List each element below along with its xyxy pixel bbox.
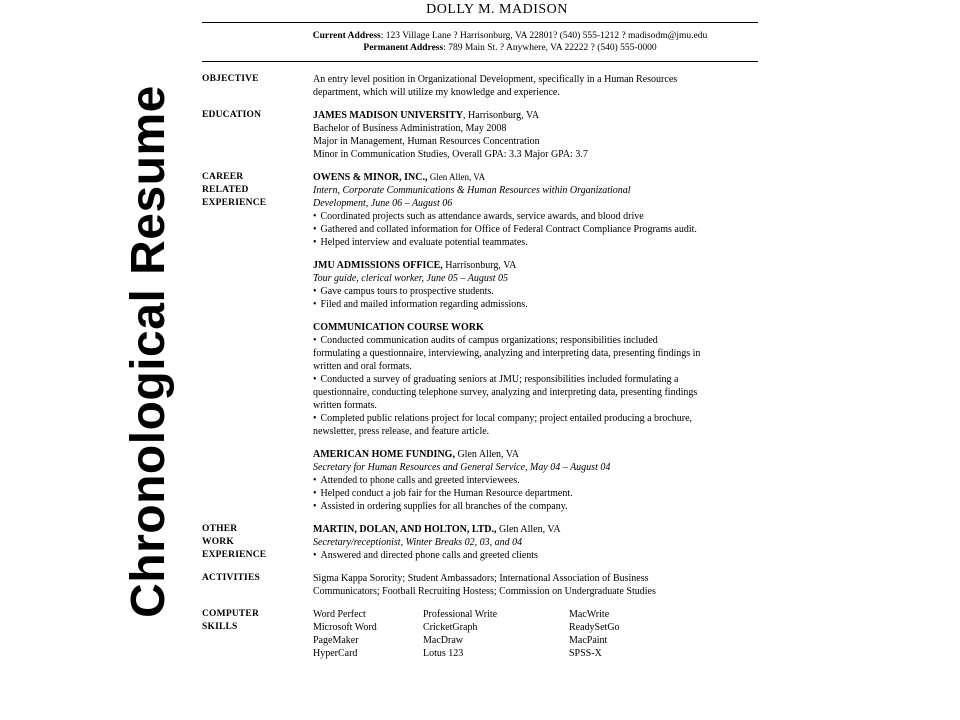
job-bullet-continued: newsletter, press release, and feature article. bbox=[313, 426, 490, 437]
address-rule bbox=[202, 61, 758, 62]
job-bullet: • Completed public relations project for local company; project entailed producing a brochure, bbox=[313, 412, 758, 425]
education-line: Major in Management, Human Resources Concentration bbox=[313, 136, 540, 147]
job-bullet: • Helped interview and evaluate potential teammates. bbox=[313, 236, 758, 249]
job-bullet: • Filed and mailed information regarding admissions. bbox=[313, 298, 758, 311]
other-section bbox=[202, 523, 758, 562]
job-entry bbox=[313, 448, 758, 513]
permanent-address: Permanent Address: 789 Main St. ? Anywhere, VA 22222 ? (540) 555-0000 bbox=[363, 43, 657, 53]
objective-line: An entry level position in Organizational Development, specifically in a Human Resources bbox=[313, 74, 678, 85]
resume-name: DOLLY M. MADISON bbox=[426, 2, 568, 17]
slide-title-text: Chronological Resume bbox=[121, 84, 175, 618]
skill-item: MacWrite bbox=[569, 609, 610, 620]
skill-item: CricketGraph bbox=[423, 622, 478, 633]
skill-item: Microsoft Word bbox=[313, 622, 377, 633]
skill-item: Lotus 123 bbox=[423, 648, 464, 659]
skill-item: ReadySetGo bbox=[569, 622, 620, 633]
job-bullet-continued: questionnaire, conducting telephone survey, analyzing and interpreting data, presenting findings bbox=[313, 387, 698, 398]
skills-grid bbox=[313, 608, 758, 660]
job-bullet: • Gathered and collated information for Office of Federal Contract Compliance Programs audit. bbox=[313, 223, 758, 236]
job-bullet: • Gave campus tours to prospective students. bbox=[313, 285, 758, 298]
career-label: CAREER RELATED EXPERIENCE bbox=[202, 172, 267, 208]
skills-section bbox=[202, 608, 758, 660]
objective-line: department, which will utilize my knowledge and experience. bbox=[313, 87, 560, 98]
job-title: Tour guide, clerical worker, June 05 – August 05 bbox=[313, 273, 508, 284]
education-line: Bachelor of Business Administration, May 2008 bbox=[313, 123, 507, 134]
address-block bbox=[202, 23, 758, 61]
education-line: Minor in Communication Studies, Overall GPA: 3.3 Major GPA: 3.7 bbox=[313, 149, 588, 160]
objective-section bbox=[202, 73, 758, 99]
job-entry bbox=[313, 171, 758, 249]
other-label: OTHER WORK EXPERIENCE bbox=[202, 524, 267, 560]
job-employer: JMU ADMISSIONS OFFICE, Harrisonburg, VA bbox=[313, 260, 517, 271]
skill-item: HyperCard bbox=[313, 648, 358, 659]
education-label: EDUCATION bbox=[202, 110, 262, 120]
activities-line: Communicators; Football Recruiting Hostess; Commission on Undergraduate Studies bbox=[313, 586, 656, 597]
job-bullet-continued: formulating a questionnaire, interviewing, analyzing and interpreting data, presenting findings in bbox=[313, 348, 701, 359]
activities-section bbox=[202, 572, 758, 598]
job-bullet: • Conducted communication audits of campus organizations; responsibilities included bbox=[313, 334, 758, 347]
job-entry bbox=[313, 259, 758, 311]
job-title: Intern, Corporate Communications & Human Resources within Organizational bbox=[313, 185, 631, 196]
job-bullet-continued: written formats. bbox=[313, 400, 377, 411]
job-title: Secretary/receptionist, Winter Breaks 02, 03, and 04 bbox=[313, 537, 523, 548]
job-bullet: • Attended to phone calls and greeted interviewees. bbox=[313, 474, 758, 487]
skill-item: Word Perfect bbox=[313, 609, 366, 620]
job-entry bbox=[313, 321, 758, 438]
skill-item: PageMaker bbox=[313, 635, 359, 646]
skill-item: Professional Write bbox=[423, 609, 498, 620]
job-bullet: • Answered and directed phone calls and greeted clients bbox=[313, 549, 758, 562]
job-bullet: • Helped conduct a job fair for the Human Resource department. bbox=[313, 487, 758, 500]
current-address: Current Address: 123 Village Lane ? Harrisonburg, VA 22801? (540) 555-1212 ? madisodm@jmu.edu bbox=[312, 31, 708, 41]
job-bullet: • Assisted in ordering supplies for all branches of the company. bbox=[313, 500, 758, 513]
job-bullet-continued: written and oral formats. bbox=[313, 361, 412, 372]
job-employer: MARTIN, DOLAN, AND HOLTON, LTD., Glen Allen, VA bbox=[313, 524, 561, 535]
job-bullet: • Conducted a survey of graduating seniors at JMU; responsibilities included formulating a bbox=[313, 373, 758, 386]
activities-line: Sigma Kappa Sorority; Student Ambassadors; International Association of Business bbox=[313, 573, 649, 584]
resume-document bbox=[202, 0, 758, 660]
career-section bbox=[202, 171, 758, 513]
job-employer: AMERICAN HOME FUNDING, Glen Allen, VA bbox=[313, 449, 520, 460]
activities-label: ACTIVITIES bbox=[202, 573, 260, 583]
slide-title-vertical bbox=[112, 38, 184, 664]
education-section bbox=[202, 109, 758, 161]
skill-item: SPSS-X bbox=[569, 648, 602, 659]
skills-label: COMPUTER SKILLS bbox=[202, 609, 260, 632]
skill-item: MacDraw bbox=[423, 635, 463, 646]
job-employer: COMMUNICATION COURSE WORK bbox=[313, 322, 484, 333]
job-title: Development, June 06 – August 06 bbox=[313, 198, 453, 209]
education-school: JAMES MADISON UNIVERSITY, Harrisonburg, VA bbox=[313, 110, 540, 121]
job-bullet: • Coordinated projects such as attendance awards, service awards, and blood drive bbox=[313, 210, 758, 223]
objective-label: OBJECTIVE bbox=[202, 74, 259, 84]
job-title: Secretary for Human Resources and General Service, May 04 – August 04 bbox=[313, 462, 611, 473]
job-employer: OWENS & MINOR, INC., Glen Allen, VA bbox=[313, 172, 486, 183]
skill-item: MacPaint bbox=[569, 635, 608, 646]
